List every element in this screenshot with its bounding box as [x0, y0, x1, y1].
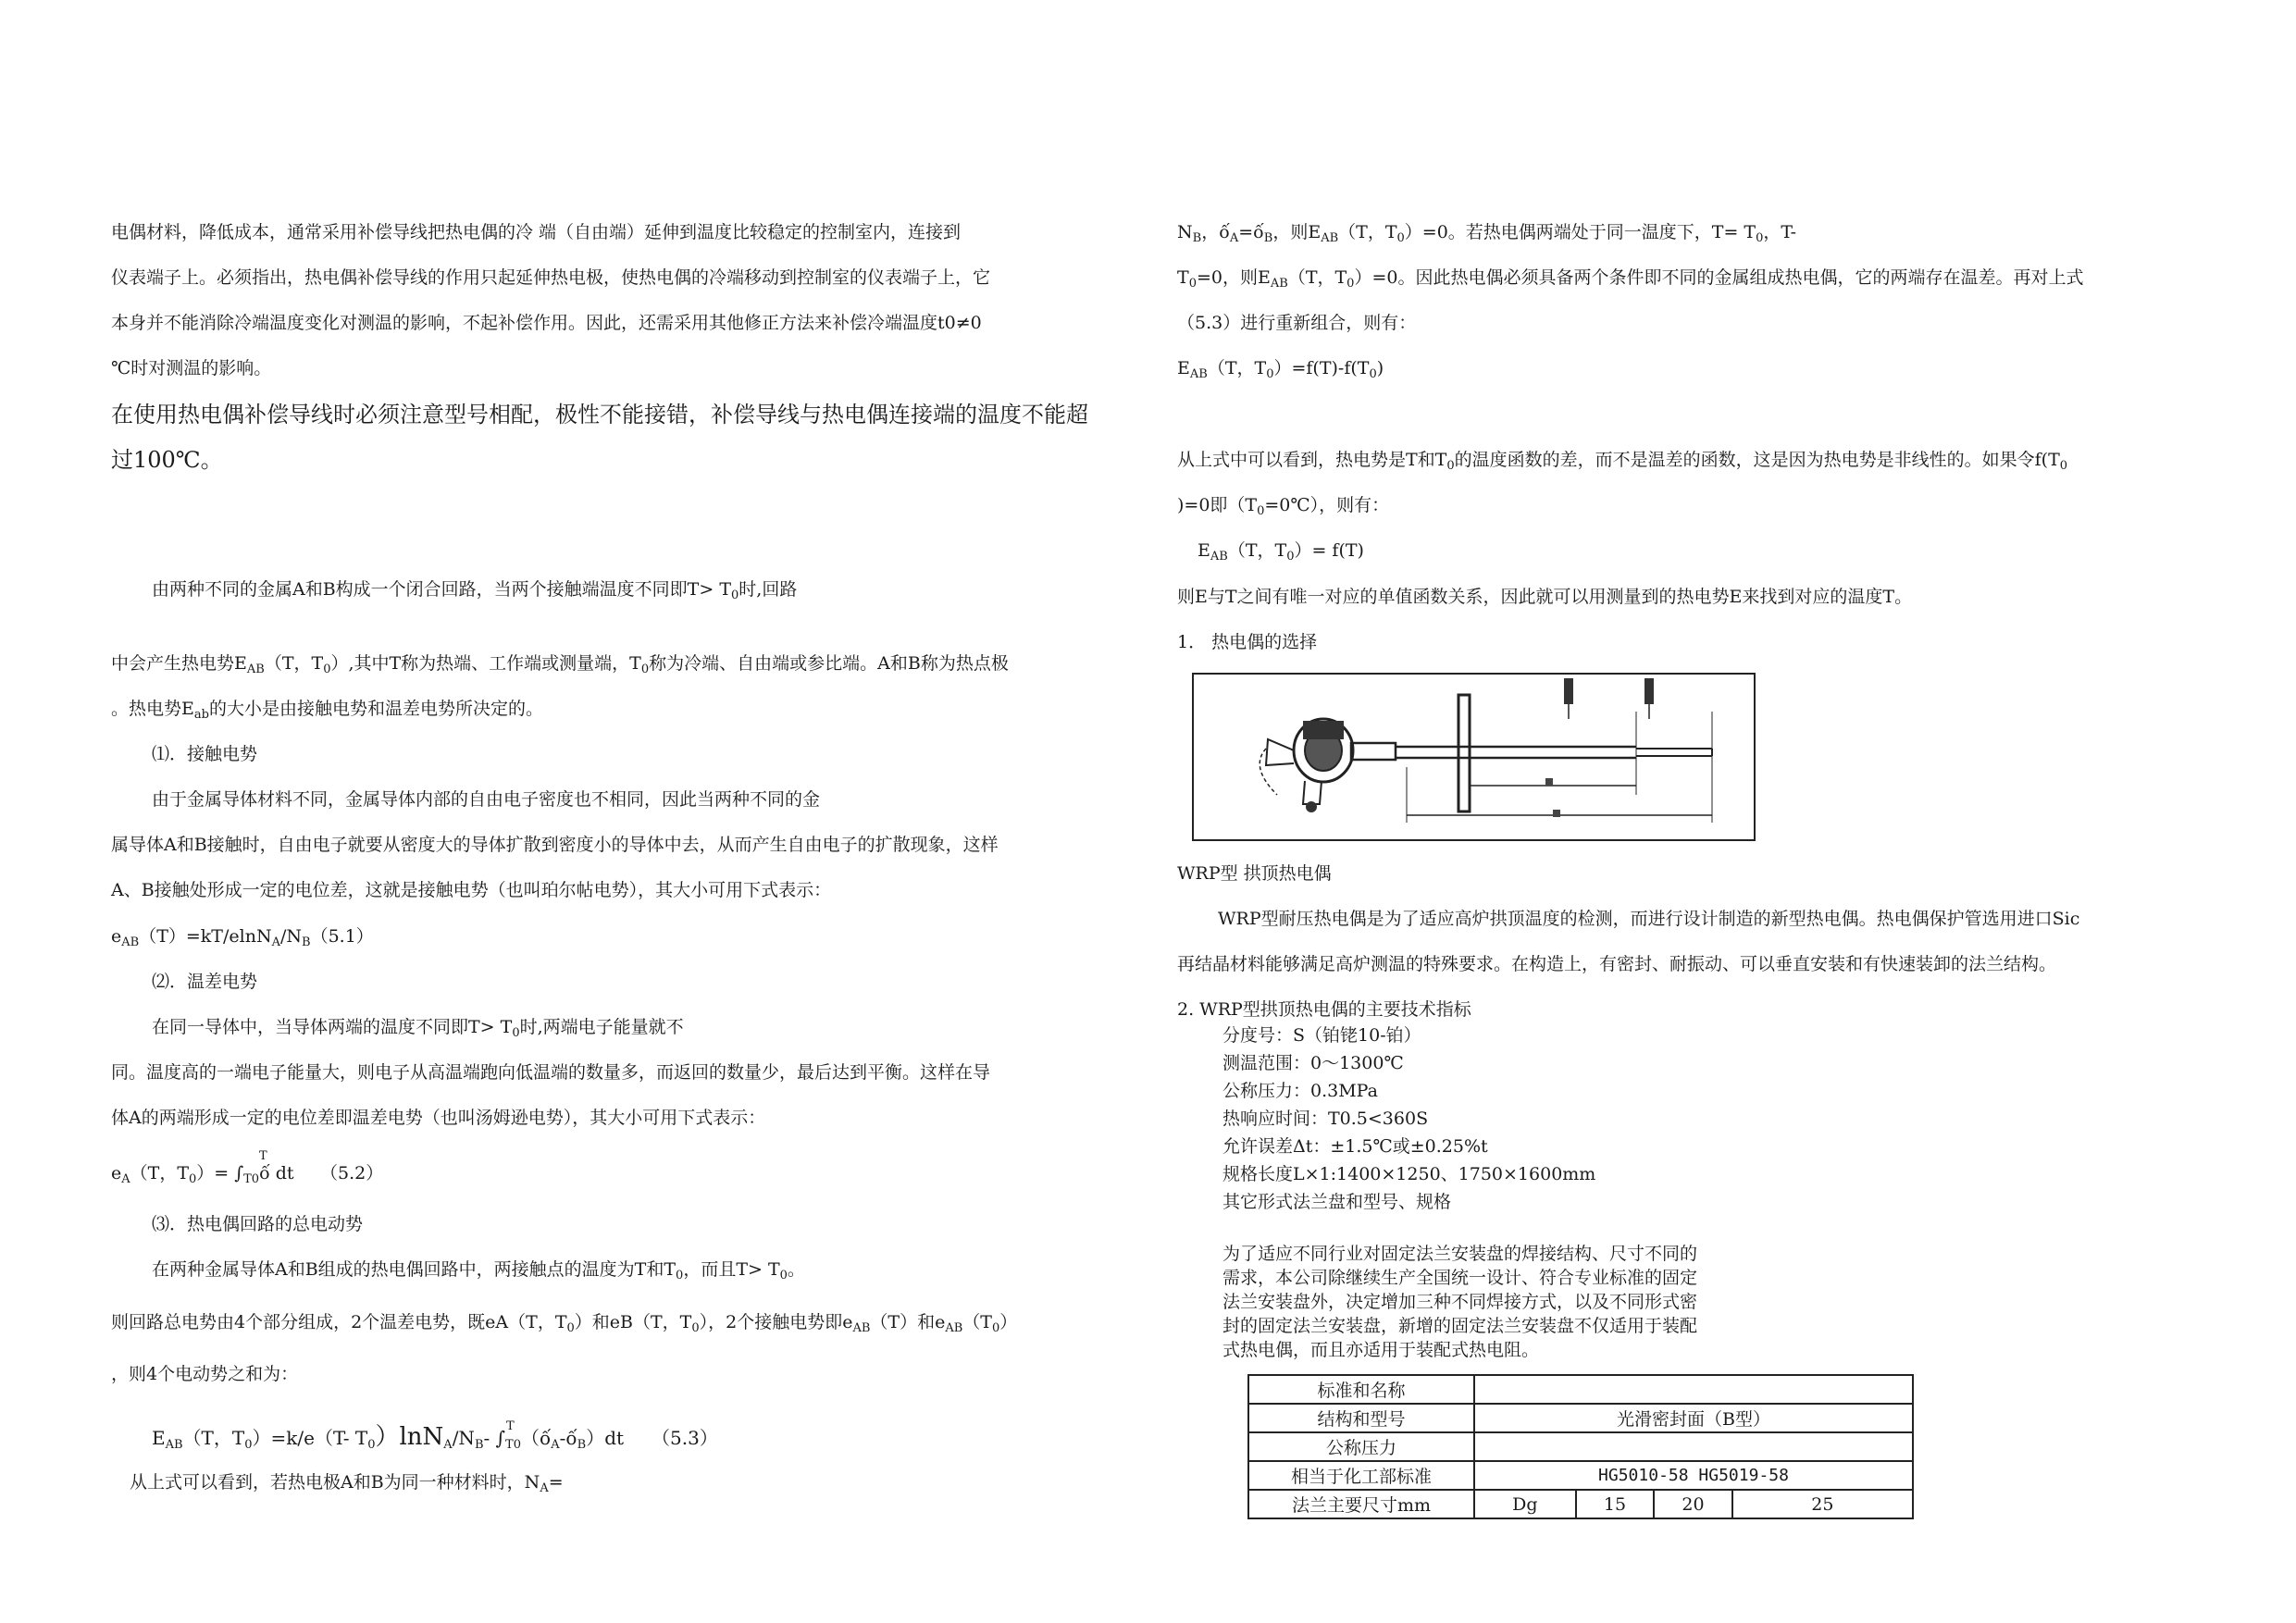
equation: $E_{AB}(T$，$T_0)=f(T)-f(T_0)$	[1177, 358, 1384, 381]
para-line: 则回路总电势由4个部分组成，2个温差电势，既eA（T，$T_0$）和eB（T，$T_0$），2个接触电势即$e_{AB}(T)$和$e_{AB}(T_0)$	[111, 1312, 1018, 1335]
para-line: （5.3）进行重新组合，则有：	[1177, 313, 1417, 333]
para-line: 体A的两端形成一定的电位差即温差电势（也叫汤姆逊电势），其大小可用下式表示：	[111, 1108, 766, 1128]
para-line: A、B接触处形成一定的电位差，这就是接触电势（也叫珀尔帖电势），其大小可用下式表示：	[111, 880, 832, 900]
section-heading: 1． 热电偶的选择	[1177, 632, 1318, 652]
integral-limit: T	[259, 1149, 267, 1163]
table-cell: 结构和型号	[1248, 1404, 1474, 1432]
flange-table	[1247, 1374, 1914, 1519]
spec-item: 其它形式法兰盘和型号、规格	[1222, 1192, 1452, 1212]
section-heading: ⑵．温差电势	[152, 972, 258, 992]
para-line: 由于金属导体材料不同，金属导体内部的自由电子密度也不相同，因此当两种不同的金	[152, 789, 821, 810]
equation: $E_{AB}(T$，$T_0)=k/e(T-$ $T_0)\ln N_A/N_B-$ $\int_{T0}(ố_A-ố_B)dt$ （5.3）	[152, 1423, 718, 1452]
table-cell: 标准和名称	[1248, 1375, 1474, 1404]
table-cell	[1474, 1375, 1913, 1404]
table-cell: 20	[1654, 1490, 1732, 1518]
table-cell: 光滑密封面（B型）	[1474, 1404, 1913, 1432]
equation: $e_{AB}(T)=kT/elnN_A/N_B(5.1)$	[111, 926, 374, 949]
table-cell: 15	[1576, 1490, 1655, 1518]
section-heading: ⑴．接触电势	[152, 744, 258, 764]
para-line: 在同一导体中，当导体两端的温度不同即$T> T_0$时,两端电子能量就不	[152, 1017, 684, 1040]
para-line: ℃时对测温的影响。	[111, 358, 272, 378]
para-line: 电偶材料，降低成本，通常采用补偿导线把热电偶的冷 端（自由端）延伸到温度比较稳定的控制室内，连接到	[111, 222, 962, 242]
table-cell: HG5010-58 HG5019-58	[1474, 1461, 1913, 1490]
spec-item: 分度号：S（铂铑10-铂）	[1222, 1025, 1421, 1046]
spec-list	[1222, 1027, 1741, 1221]
para-line: $N_B$，ố$_A$=ố$_B$，则$E_{AB}(T$，$T_0)=0$。若热电偶两端处于同一温度下，$T= T_0$，T-	[1177, 222, 1797, 245]
para-line: 则E与T之间有唯一对应的单值函数关系，因此就可以用测量到的热电势E来找到对应的温度T。	[1177, 587, 1913, 607]
spec-item: 允许误差Δt：±1.5℃或±0.25%t	[1222, 1136, 1488, 1157]
para-line: 从上式中可以看到，热电势是T和$T_0$的温度函数的差，而不是温差的函数，这是因为热电势是非线性的。如果令$f(T_0$	[1177, 450, 2068, 473]
spec-item: 热响应时间：T0.5<360S	[1222, 1109, 1429, 1129]
para-line: 再结晶材料能够满足高炉测温的特殊要求。在构造上，有密封、耐振动、可以垂直安装和有快速装卸的法兰结构。	[1177, 954, 2057, 974]
para-line: )=0即$(T_0=0℃)$，则有：	[1177, 495, 1390, 518]
table-cell: Dg	[1474, 1490, 1576, 1518]
spec-item: 公称压力：0.3MPa	[1222, 1081, 1378, 1101]
table-row	[1248, 1432, 1913, 1461]
table-row	[1248, 1490, 1913, 1518]
table-cell	[1474, 1432, 1913, 1461]
table-cell: 相当于化工部标准	[1248, 1461, 1474, 1490]
table-cell: 25	[1732, 1490, 1913, 1518]
spec-item: 规格长度L×1:1400×1250、1750×1600mm	[1222, 1164, 1596, 1184]
integral-limit: T	[506, 1419, 515, 1433]
para-line: 由两种不同的金属A和B构成一个闭合回路，当两个接触端温度不同即$T> T_0$时,回路	[152, 579, 798, 602]
table-cell: 公称压力	[1248, 1432, 1474, 1461]
para-line: $T_0=0$，则$E_{AB}(T$，$T_0)=0$。因此热电偶必须具备两个条件即不同的金属组成热电偶，它的两端存在温差。再对上式	[1177, 267, 2084, 291]
para-line: 属导体A和B接触时，自由电子就要从密度大的导体扩散到密度小的导体中去，从而产生自由电子的扩散现象，这样	[111, 835, 999, 855]
para-line: 在使用热电偶补偿导线时必须注意型号相配，极性不能接错，补偿导线与热电偶连接端的温度不能超	[111, 402, 1088, 427]
table-row	[1248, 1375, 1913, 1404]
section-heading: 2. WRP型拱顶热电偶的主要技术指标	[1177, 999, 1471, 1020]
table-row	[1248, 1461, 1913, 1490]
figure-caption: WRP型 拱顶热电偶	[1177, 863, 1332, 884]
para-line: 同。温度高的一端电子能量大，则电子从高温端跑向低温端的数量多，而返回的数量少，最后达到平衡。这样在导	[111, 1062, 991, 1083]
section-heading: ⑶．热电偶回路的总电动势	[152, 1214, 364, 1234]
equation: $e_A(T$，$T_0)=$ $\int_{T0}ố$ dt （5.2）	[111, 1163, 384, 1186]
table-cell: 法兰主要尺寸mm	[1248, 1490, 1474, 1518]
para-line: 仪表端子上。必须指出，热电偶补偿导线的作用只起延伸热电极，使热电偶的冷端移动到控制室的仪表端子上，它	[111, 267, 991, 288]
para-line: 本身并不能消除冷端温度变化对测温的影响，不起补偿作用。因此，还需采用其他修正方法来补偿冷端温度t0≠0	[111, 313, 982, 333]
thermocouple-figure	[1192, 673, 1756, 841]
para-line: 过100℃。	[111, 447, 223, 473]
thermocouple-drawing	[1194, 675, 1754, 839]
spec-item: 测温范围：0～1300℃	[1222, 1053, 1404, 1073]
flange-paragraph: 为了适应不同行业对固定法兰安装盘的焊接结构、尺寸不同的需求，本公司除继续生产全国统一设计、符合专业标准的固定法兰安装盘外，决定增加三种不同焊接方式，以及不同形式密封的固定法兰安装盘，新增的固定法兰安装盘不仅适用于装配式热电偶，而且亦适用于装配式热电阻。	[1222, 1244, 1698, 1360]
para-line: 。热电势$E_{ab}$的大小是由接触电势和温差电势所决定的。	[111, 699, 543, 722]
para-line: WRP型耐压热电偶是为了适应高炉拱顶温度的检测，而进行设计制造的新型热电偶。热电偶保护管选用进口Sic	[1218, 909, 2080, 929]
para-line: ，则4个电动势之和为：	[111, 1364, 299, 1384]
para-line: 在两种金属导体A和B组成的热电偶回路中，两接触点的温度为T和$T_0$，而且$T> T_0$。	[152, 1259, 805, 1282]
equation: $E_{AB}(T$，$T_0)= f(T)$	[1198, 540, 1364, 564]
para-line: 从上式可以看到，若热电极A和B为同一种材料时，$N_A=$	[130, 1472, 564, 1495]
table-row	[1248, 1404, 1913, 1432]
para-line: 中会产生热电势$E_{AB}(T$，$T_0$）,其中T称为热端、工作端或测量端，$T_0$称为冷端、自由端或参比端。A和B称为热点极	[111, 653, 1009, 676]
